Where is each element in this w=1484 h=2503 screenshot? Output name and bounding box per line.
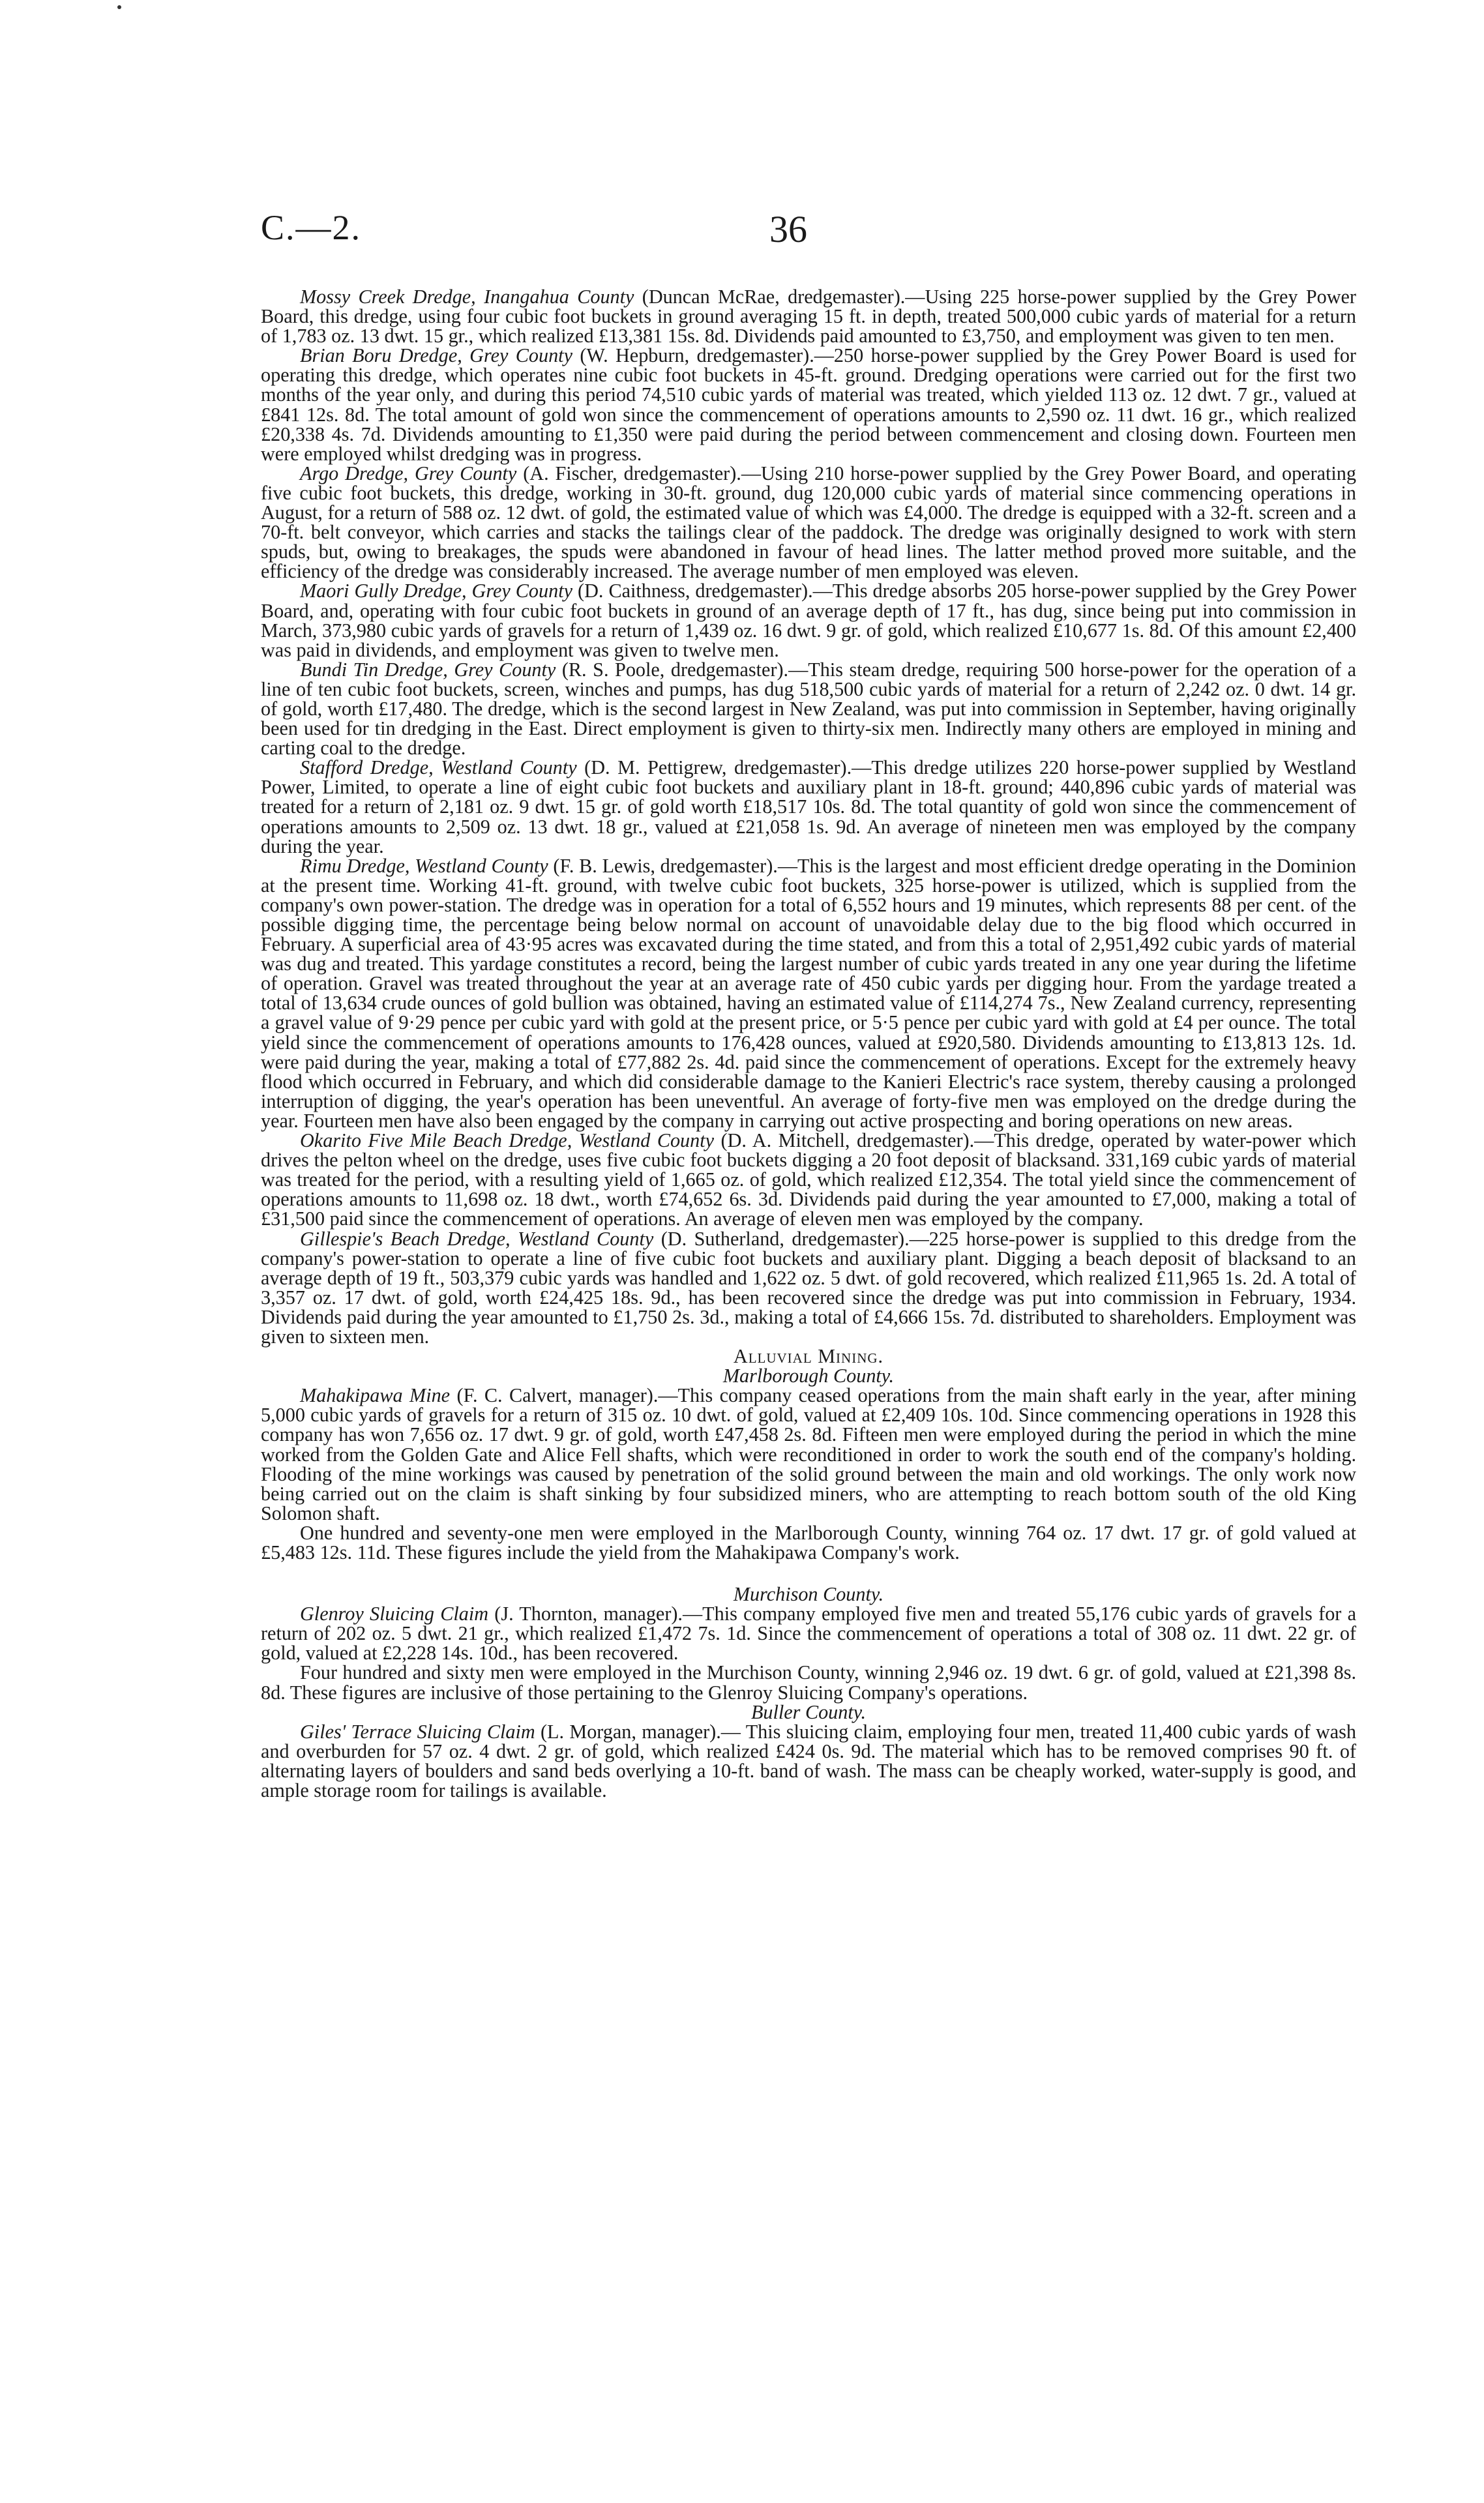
paragraph-stafford [261,758,1356,855]
paragraph-gillespies [261,1229,1356,1347]
county-heading-marlborough: Marlborough County. [722,1365,895,1387]
section-heading-alluvial-mining: Alluvial Mining. [733,1345,884,1368]
entry-title: Argo Dredge, Grey County [300,462,517,484]
entry-text: (Duncan McRae, dredgemaster).—Using 225 horse-power supplied by the Grey Power Board, this dredge, using four cubic foot buckets in ground averaging 15 ft. in depth, treated 500,000 cubic yards of material for a return of 1,783 oz. 13 dwt. 15 gr., which realized £13,381 15s. 8d. Dividends paid amounted to £3,750, and employment was given to ten men. [261,286,1356,348]
entry-title: Brian Boru Dredge, Grey County [300,344,572,367]
entry-text: (F. C. Calvert, manager).—This company ceased operations from the main shaft early in the year, after mining 5,000 cubic yards of gravels for a return of 315 oz. 10 dwt. of gold, valued at £2,409 10s. 10d. Since commencing operations in 1928 this company has won 7,656 oz. 17 dwt. 9 gr. of gold, worth £47,458 2s. 8d. Fifteen men were employed during the period in which the mine worked from the Golden Gate and Alice Fell shafts, which were reconditioned in order to work the south end of the company's holding. Flooding of the mine workings was caused by penetration of the solid ground between the main and old workings. The only work now being carried out on the claim is shaft sinking by four subsidized miners, who are attempting to reach bottom south of the old King Solomon shaft. [261,1384,1356,1524]
running-head [261,207,1356,253]
county-heading-murchison: Murchison County. [733,1583,884,1606]
entry-title: Mossy Creek Dredge, Inangahua County [300,286,634,308]
entry-text: (R. S. Poole, dredgemaster).—This steam dredge, requiring 500 horse-power for the operation of a line of ten cubic foot buckets, screen, winches and pumps, has dug 518,500 cubic yards of material for a return of 2,242 oz. 0 dwt. 14 gr. of gold, worth £17,480. The dredge, which is the second largest in New Zealand, was put into commission in September, having originally been used for tin dredging in the East. Direct employment is given to thirty-six men. Indirectly many others are employed in mining and carting coal to the dredge. [261,658,1356,760]
paragraph-murchison-summary: Four hundred and sixty men were employed in the Murchison County, winning 2,946 oz. 19 dwt. 6 gr. of gold, valued at £21,398 8s. 8d. These figures are inclusive of those pertaining to the Glenroy Sluicing Company's operations. [261,1661,1356,1704]
paragraph-giles-terrace [261,1722,1356,1800]
entry-title: Mahakipawa Mine [300,1384,451,1407]
paragraph-marlborough-summary: One hundred and seventy-one men were employed in the Marlborough County, winning 764 oz. 17 dwt. 17 gr. of gold valued at £5,483 12s. 11d. These figures include the yield from the Mahakipawa Company's work. [261,1521,1356,1563]
entry-title: Bundi Tin Dredge, Grey County [300,658,556,681]
page-number: 36 [769,208,807,250]
body-text [261,287,1356,1800]
entry-title: Stafford Dredge, Westland County [300,756,577,779]
paragraph-rimu [261,856,1356,1131]
paragraph-brian-boru [261,346,1356,464]
entry-text: (J. Thornton, manager).—This company employed five men and treated 55,176 cubic yards of gravels for a return of 202 oz. 5 dwt. 21 gr., which realized £1,472 7s. 1d. Since the commencement of operations a total of 308 oz. 11 dwt. 22 gr. of gold, valued at £2,228 14s. 10d., has been recovered. [261,1603,1356,1665]
entry-text: (D. Sutherland, dredgemaster).—225 horse-power is supplied to this dredge from the company's power-station to operate a line of five cubic foot buckets and auxiliary plant. Digging a beach deposit of blacksand to an average depth of 19 ft., 503,379 cubic yards was handled and 1,622 oz. 5 dwt. of gold recovered, which realized £11,965 1s. 2d. A total of 3,357 oz. 17 dwt. of gold, worth £24,425 18s. 9d., has been recovered since the dredge was put into commission in February, 1934. Dividends paid during the year amounted to £1,750 2s. 3d., making a total of £4,666 15s. 7d. distributed to shareholders. Employment was given to sixteen men. [261,1227,1356,1348]
paragraph-glenroy [261,1604,1356,1663]
entry-title: Giles' Terrace Sluicing Claim [300,1720,535,1743]
entry-text: (L. Morgan, manager).— This sluicing claim, employing four men, treated 11,400 cubic yards of wash and overburden for 57 oz. 4 dwt. 2 gr. of gold, which realized £424 0s. 9d. The material which has to be removed comprises 90 ft. of alternating layers of boulders and sand beds overlying a 10-ft. band of wash. The mass can be cheaply worked, water-supply is good, and ample storage room for tailings is available. [261,1720,1357,1802]
entry-title: Rimu Dredge, Westland County [300,854,548,877]
entry-text: (F. B. Lewis, dredgemaster).—This is the largest and most efficient dredge operating in the Dominion at the present time. Working 41-ft. ground, with twelve cubic foot buckets, 325 horse-power is utilized, which is supplied from the company's own power-station. The dredge was in operation for a total of 6,552 hours and 19 minutes, which represents 88 per cent. of the possible digging time, the percentage being below normal on account of unavoidable delay due to the big flood which occurred in February. A superficial area of 43·95 acres was excavated during the time stated, and from this a total of 2,951,492 cubic yards of material was dug and treated. This yardage constitutes a record, being the largest number of cubic yards treated in any one year during the lifetime of operation. Gravel was treated throughout the year at an average rate of 450 cubic yards per digging hour. From the yardage treated a total of 13,634 crude ounces of gold bullion was obtained, having an estimated value of £114,274 7s., New Zealand currency, representing a gravel value of 9·29 pence per cubic yard with gold at the present price, or 5·5 pence per cubic yard with gold at £4 per ounce. The total yield since the commencement of operations amounts to 176,428 ounces, valued at £920,580. Dividends amounting to £13,813 12s. 1d. were paid during the year, making a total of £77,882 2s. 4d. paid since the commencement of operations. Except for the extremely heavy flood which occurred in February, and which did considerable damage to the Kanieri Electric's race system, thereby causing a prolonged interruption of digging, the year's operation has been uneventful. An average of forty-five men was employed on the dredge during the year. Fourteen men have also been engaged by the company in carrying out active prospecting and boring operations on new areas. [261,854,1356,1132]
entry-text: (D. A. Mitchell, dredgemaster).—This dredge, operated by water-power which drives the pelton wheel on the dredge, uses five cubic foot buckets digging a 20 foot deposit of blacksand. 331,169 cubic yards of material was treated for the period, with a resulting yield of 1,665 oz. of gold, which realized £12,354. The total yield since the commencement of operations amounts to 11,698 oz. 18 dwt., worth £74,652 6s. 3d. Dividends paid during the year amounted to £7,000, making a total of £31,500 paid since the commencement of operations. An average of eleven men was employed by the company. [261,1129,1356,1230]
scan-speck [117,5,121,9]
paragraph-mahakipawa [261,1385,1356,1523]
entry-text: (D. M. Pettigrew, dredgemaster).—This dredge utilizes 220 horse-power supplied by Westland Power, Limited, to operate a line of eight cubic foot buckets and auxiliary plant in 18-ft. ground; 440,896 cubic yards of material was treated for a return of 2,181 oz. 9 dwt. 15 gr. of gold worth £18,517 10s. 8d. The total quantity of gold won since the commencement of operations amounts to 2,509 oz. 13 dwt. 18 gr., valued at £21,058 1s. 9d. An average of nineteen men was employed by the company during the year. [261,756,1356,857]
paragraph-argo [261,464,1356,582]
entry-title: Gillespie's Beach Dredge, Westland County [300,1227,654,1250]
paragraph-maori-gully [261,581,1356,659]
entry-text: (W. Hepburn, dredgemaster).—250 horse-power supplied by the Grey Power Board is used for operating this dredge, which operates nine cubic foot buckets in 45-ft. ground. Dredging operations were carried out for the first two months of the year only, and during this period 74,510 cubic yards of material was treated, which yielded 113 oz. 12 dwt. 7 gr., valued at £841 12s. 8d. The total amount of gold won since the commencement of operations amounts to 2,590 oz. 11 dwt. 16 gr., which realized £20,338 4s. 7d. Dividends amounting to £1,350 were paid during the period between commencement and closing down. Fourteen men were employed whilst dredging was in progress. [261,344,1356,465]
paragraph-bundi-tin [261,660,1356,758]
entry-title: Maori Gully Dredge, Grey County [300,580,573,602]
entry-title: Okarito Five Mile Beach Dredge, Westland County [300,1129,715,1152]
entry-text: (A. Fischer, dredgemaster).—Using 210 horse-power supplied by the Grey Power Board, and operating five cubic foot buckets, this dredge, working in 30-ft. ground, dug 120,000 cubic yards of material since commencing operations in August, for a return of 588 oz. 12 dwt. of gold, the estimated value of which was £4,000. The dredge is equipped with a 32-ft. screen and a 70-ft. belt conveyor, which carries and stacks the tailings clear of the paddock. The dredge was originally designed to work with stern spuds, but, owing to breakages, the spuds were abandoned in favour of head lines. The latter method proved more suitable, and the efficiency of the dredge was considerably increased. The average number of men employed was eleven. [261,462,1356,583]
entry-text: (D. Caithness, dredgemaster).—This dredge absorbs 205 horse-power supplied by the Grey Power Board, and, operating with four cubic foot buckets in ground of an average depth of 17 ft., has dug, since being put into commission in March, 373,980 cubic yards of gravels for a return of 1,439 oz. 16 dwt. 9 gr. of gold, which realized £10,677 1s. 8d. Of this amount £2,400 was paid in dividends, and employment was given to twelve men. [261,580,1357,661]
entry-title: Glenroy Sluicing Claim [300,1603,489,1625]
paragraph-mossy-creek [261,287,1356,346]
report-reference: C.—2. [261,208,362,247]
county-heading-buller: Buller County. [750,1700,867,1723]
paragraph-okarito [261,1131,1356,1228]
